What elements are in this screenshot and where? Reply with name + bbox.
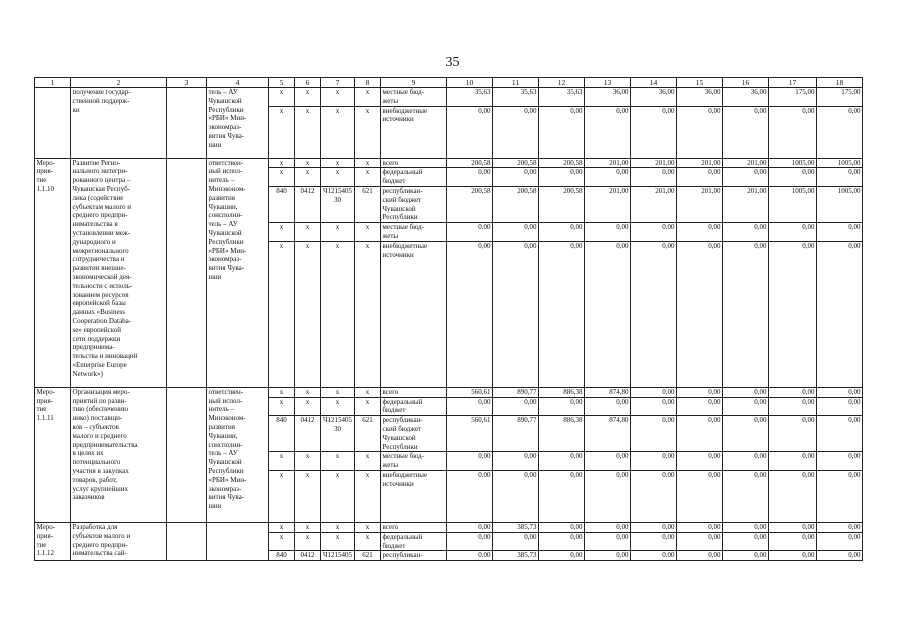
amount-cell: 0,00 — [677, 551, 723, 561]
section-code: x — [295, 168, 321, 187]
amount-cell: 0,00 — [539, 223, 585, 242]
amount-cell: 0,00 — [817, 522, 863, 532]
grbs-code: x — [269, 532, 295, 551]
column-number: 3 — [167, 78, 207, 88]
amount-cell: 0,00 — [585, 397, 631, 416]
amount-cell: 0,00 — [493, 452, 539, 471]
amount-cell: 0,00 — [493, 241, 539, 387]
amount-cell: 560,61 — [447, 416, 493, 452]
grbs-code: x — [269, 387, 295, 397]
amount-cell: 0,00 — [769, 387, 817, 397]
section-code: x — [295, 158, 321, 168]
amount-cell: 0,00 — [723, 532, 769, 551]
amount-cell: 201,00 — [631, 186, 677, 222]
amount-cell: 0,00 — [585, 241, 631, 387]
table-row — [35, 522, 863, 532]
amount-cell: 0,00 — [677, 168, 723, 187]
amount-cell: 200,58 — [493, 158, 539, 168]
amount-cell: 36,00 — [677, 88, 723, 107]
amount-cell: 0,00 — [539, 532, 585, 551]
expense-type-code: 621 — [355, 416, 381, 452]
amount-cell: 0,00 — [493, 168, 539, 187]
measure-code: Меро- прия- тие 1.1.11 — [35, 387, 71, 522]
amount-cell: 201,00 — [677, 186, 723, 222]
amount-cell: 0,00 — [677, 241, 723, 387]
target-article-code: x — [321, 522, 355, 532]
target-article-code: Ч1215405 30 — [321, 416, 355, 452]
column-number: 8 — [355, 78, 381, 88]
amount-cell: 0,00 — [631, 452, 677, 471]
funding-source: всего — [381, 158, 447, 168]
section-code: x — [295, 532, 321, 551]
expense-type-code: x — [355, 106, 381, 158]
funding-source: федеральный бюджет — [381, 168, 447, 187]
expense-type-code: x — [355, 470, 381, 522]
amount-cell: 0,00 — [769, 241, 817, 387]
table-row — [35, 88, 863, 107]
amount-cell: 890,77 — [493, 416, 539, 452]
table-row — [35, 158, 863, 168]
amount-cell: 36,00 — [723, 88, 769, 107]
amount-cell: 0,00 — [723, 397, 769, 416]
amount-cell: 0,00 — [677, 532, 723, 551]
grbs-code: 840 — [269, 416, 295, 452]
section-code: x — [295, 387, 321, 397]
amount-cell: 201,00 — [723, 186, 769, 222]
grbs-code: x — [269, 158, 295, 168]
amount-cell: 0,00 — [447, 522, 493, 532]
expense-type-code: x — [355, 168, 381, 187]
funding-source: внебюджетные источники — [381, 241, 447, 387]
expense-type-code: x — [355, 158, 381, 168]
column-number: 15 — [677, 78, 723, 88]
amount-cell: 0,00 — [677, 470, 723, 522]
amount-cell: 0,00 — [769, 416, 817, 452]
amount-cell: 0,00 — [447, 551, 493, 561]
section-code: x — [295, 452, 321, 471]
column-number: 18 — [817, 78, 863, 88]
amount-cell: 0,00 — [817, 397, 863, 416]
amount-cell: 890,77 — [493, 387, 539, 397]
section-code: x — [295, 223, 321, 242]
amount-cell: 0,00 — [447, 106, 493, 158]
grbs-code: 840 — [269, 551, 295, 561]
column-number: 14 — [631, 78, 677, 88]
amount-cell: 0,00 — [447, 470, 493, 522]
amount-cell: 0,00 — [447, 397, 493, 416]
status-cell — [167, 158, 207, 387]
column-number: 16 — [723, 78, 769, 88]
amount-cell: 0,00 — [585, 532, 631, 551]
amount-cell: 0,00 — [539, 168, 585, 187]
grbs-code: 840 — [269, 186, 295, 222]
amount-cell: 0,00 — [723, 241, 769, 387]
amount-cell: 0,00 — [585, 452, 631, 471]
amount-cell: 0,00 — [723, 452, 769, 471]
measure-name: получение государ- ственной поддерж- ки — [71, 88, 167, 159]
amount-cell: 0,00 — [817, 223, 863, 242]
target-article-code: Ч1215405 — [321, 551, 355, 561]
amount-cell: 0,00 — [723, 470, 769, 522]
amount-cell: 0,00 — [493, 223, 539, 242]
amount-cell: 0,00 — [677, 387, 723, 397]
funding-source: всего — [381, 522, 447, 532]
amount-cell: 0,00 — [817, 241, 863, 387]
amount-cell: 201,00 — [677, 158, 723, 168]
grbs-code: x — [269, 223, 295, 242]
amount-cell: 0,00 — [493, 470, 539, 522]
amount-cell: 0,00 — [585, 223, 631, 242]
amount-cell: 385,73 — [493, 522, 539, 532]
expense-type-code: 621 — [355, 186, 381, 222]
amount-cell: 0,00 — [677, 416, 723, 452]
funding-source: республикан- ский бюджет Чувашской Республики — [381, 186, 447, 222]
amount-cell: 0,00 — [817, 532, 863, 551]
column-number: 7 — [321, 78, 355, 88]
expense-type-code: x — [355, 532, 381, 551]
amount-cell: 201,00 — [585, 186, 631, 222]
amount-cell: 874,80 — [585, 416, 631, 452]
grbs-code: x — [269, 397, 295, 416]
expense-type-code: x — [355, 387, 381, 397]
grbs-code: x — [269, 522, 295, 532]
amount-cell: 0,00 — [677, 522, 723, 532]
amount-cell: 0,00 — [493, 397, 539, 416]
amount-cell: 0,00 — [677, 397, 723, 416]
expense-type-code: 621 — [355, 551, 381, 561]
amount-cell: 0,00 — [631, 397, 677, 416]
target-article-code: Ч1215405 30 — [321, 186, 355, 222]
amount-cell: 200,58 — [539, 186, 585, 222]
target-article-code: x — [321, 223, 355, 242]
amount-cell: 1005,00 — [769, 186, 817, 222]
section-code: x — [295, 522, 321, 532]
amount-cell: 560,61 — [447, 387, 493, 397]
column-number: 1 — [35, 78, 71, 88]
funding-source: федеральный бюджет — [381, 532, 447, 551]
grbs-code: x — [269, 168, 295, 187]
column-number: 11 — [493, 78, 539, 88]
amount-cell: 0,00 — [539, 241, 585, 387]
funding-source: республикан- ский бюджет Чувашской Республики — [381, 416, 447, 452]
expense-type-code: x — [355, 223, 381, 242]
amount-cell: 0,00 — [585, 522, 631, 532]
amount-cell: 200,58 — [447, 158, 493, 168]
measure-name: Развитие Регио- нального интегри- рованного центра – Чувашская Респуб- лика (содействие субъектам малого и среднего предпри- нимательства в установлении меж- дународного и межрегионального сотрудничества и развитии внешне- экономической дея- тельности с исполь- зованием ресурсов европейской базы данных «Business Cooperation Databa- se» европейской сети поддержки предпринима- тельства и инноваций «Enterprise Europe Network») — [71, 158, 167, 387]
amount-cell: 886,38 — [539, 416, 585, 452]
amount-cell: 0,00 — [631, 241, 677, 387]
section-code: x — [295, 241, 321, 387]
funding-source: местные бюд- жеты — [381, 223, 447, 242]
amount-cell: 0,00 — [539, 470, 585, 522]
amount-cell: 201,00 — [723, 158, 769, 168]
grbs-code: x — [269, 106, 295, 158]
amount-cell: 201,00 — [631, 158, 677, 168]
amount-cell: 0,00 — [723, 387, 769, 397]
amount-cell: 0,00 — [817, 551, 863, 561]
amount-cell: 200,58 — [447, 186, 493, 222]
amount-cell: 0,00 — [631, 532, 677, 551]
amount-cell: 0,00 — [631, 106, 677, 158]
amount-cell: 35,63 — [493, 88, 539, 107]
table-row — [35, 387, 863, 397]
measure-name: Организация меро- приятий по разви- тию (обеспечению инко) поставщи- ков – субъектов малого и среднего предпринимательства в целях их потенциального участия в закупках товаров, работ, услуг крупнейших заказчиков — [71, 387, 167, 522]
amount-cell: 0,00 — [539, 522, 585, 532]
target-article-code: x — [321, 532, 355, 551]
amount-cell: 0,00 — [447, 452, 493, 471]
amount-cell: 0,00 — [493, 532, 539, 551]
amount-cell: 0,00 — [817, 416, 863, 452]
amount-cell: 0,00 — [723, 106, 769, 158]
executor-cell: тель – АУ Чувашской Республики «РБИ» Мин- экономраз- вития Чува- шии — [207, 88, 269, 159]
section-code: x — [295, 106, 321, 158]
amount-cell: 1005,00 — [817, 158, 863, 168]
measure-code: Меро- прия- тие 1.1.12 — [35, 522, 71, 560]
target-article-code: x — [321, 168, 355, 187]
amount-cell: 0,00 — [723, 522, 769, 532]
column-number: 9 — [381, 78, 447, 88]
amount-cell: 0,00 — [447, 223, 493, 242]
target-article-code: x — [321, 470, 355, 522]
amount-cell: 0,00 — [817, 168, 863, 187]
grbs-code: x — [269, 470, 295, 522]
target-article-code: x — [321, 158, 355, 168]
executor-cell: ответствен- ный испол- нитель – Минэконом- развития Чувашии, соисполни- тель – АУ Чувашской Республики «РБИ» Мин- экономраз- вития Чува- шии — [207, 387, 269, 522]
amount-cell: 0,00 — [769, 452, 817, 471]
amount-cell: 0,00 — [447, 241, 493, 387]
amount-cell: 0,00 — [631, 551, 677, 561]
amount-cell: 175,00 — [817, 88, 863, 107]
target-article-code: x — [321, 452, 355, 471]
amount-cell: 1005,00 — [769, 158, 817, 168]
column-number: 4 — [207, 78, 269, 88]
amount-cell: 0,00 — [769, 522, 817, 532]
amount-cell: 0,00 — [631, 387, 677, 397]
amount-cell: 0,00 — [677, 452, 723, 471]
column-number: 13 — [585, 78, 631, 88]
amount-cell: 0,00 — [723, 223, 769, 242]
target-article-code: x — [321, 397, 355, 416]
amount-cell: 0,00 — [631, 416, 677, 452]
funding-source: местные бюд- жеты — [381, 452, 447, 471]
amount-cell: 385,73 — [493, 551, 539, 561]
measure-code: Меро- прия- тие 1.1.10 — [35, 158, 71, 387]
amount-cell: 0,00 — [493, 106, 539, 158]
amount-cell: 874,80 — [585, 387, 631, 397]
header-row — [35, 78, 863, 88]
amount-cell: 0,00 — [539, 551, 585, 561]
amount-cell: 0,00 — [585, 470, 631, 522]
amount-cell: 0,00 — [539, 106, 585, 158]
amount-cell: 0,00 — [769, 470, 817, 522]
grbs-code: x — [269, 241, 295, 387]
section-code: 0412 — [295, 551, 321, 561]
amount-cell: 0,00 — [585, 551, 631, 561]
amount-cell: 0,00 — [585, 168, 631, 187]
grbs-code: x — [269, 88, 295, 107]
target-article-code: x — [321, 106, 355, 158]
amount-cell: 0,00 — [817, 106, 863, 158]
funding-source: внебюджетные источники — [381, 470, 447, 522]
amount-cell: 36,00 — [585, 88, 631, 107]
funding-source: федеральный бюджет — [381, 397, 447, 416]
amount-cell: 0,00 — [817, 470, 863, 522]
amount-cell: 0,00 — [447, 168, 493, 187]
amount-cell: 0,00 — [447, 532, 493, 551]
status-cell — [167, 387, 207, 522]
column-number: 2 — [71, 78, 167, 88]
amount-cell: 0,00 — [769, 397, 817, 416]
amount-cell: 0,00 — [677, 223, 723, 242]
funding-source: местные бюд- жеты — [381, 88, 447, 107]
amount-cell: 35,63 — [539, 88, 585, 107]
status-cell — [167, 88, 207, 159]
expense-type-code: x — [355, 241, 381, 387]
target-article-code: x — [321, 88, 355, 107]
amount-cell: 0,00 — [539, 397, 585, 416]
amount-cell: 0,00 — [769, 168, 817, 187]
amount-cell: 0,00 — [769, 106, 817, 158]
section-code: x — [295, 397, 321, 416]
amount-cell: 0,00 — [677, 106, 723, 158]
amount-cell: 175,00 — [769, 88, 817, 107]
expense-type-code: x — [355, 88, 381, 107]
amount-cell: 200,58 — [539, 158, 585, 168]
amount-cell: 200,58 — [493, 186, 539, 222]
amount-cell: 0,00 — [631, 223, 677, 242]
amount-cell: 0,00 — [585, 106, 631, 158]
section-code: 0412 — [295, 186, 321, 222]
column-number: 6 — [295, 78, 321, 88]
funding-source: внебюджетные источники — [381, 106, 447, 158]
amount-cell: 1005,00 — [817, 186, 863, 222]
amount-cell: 36,00 — [631, 88, 677, 107]
target-article-code: x — [321, 241, 355, 387]
status-cell — [167, 522, 207, 560]
measure-name: Разработка для субъектов малого и среднего предпри- нимательства сай- — [71, 522, 167, 560]
budget-table — [34, 77, 863, 561]
page-number: 35 — [445, 55, 460, 70]
amount-cell: 886,38 — [539, 387, 585, 397]
executor-cell — [207, 522, 269, 560]
amount-cell: 0,00 — [769, 223, 817, 242]
amount-cell: 0,00 — [769, 551, 817, 561]
grbs-code: x — [269, 452, 295, 471]
column-number: 10 — [447, 78, 493, 88]
amount-cell: 0,00 — [631, 522, 677, 532]
amount-cell: 0,00 — [723, 551, 769, 561]
amount-cell: 0,00 — [817, 452, 863, 471]
column-number: 5 — [269, 78, 295, 88]
section-code: x — [295, 88, 321, 107]
amount-cell: 0,00 — [539, 452, 585, 471]
amount-cell: 0,00 — [631, 168, 677, 187]
section-code: 0412 — [295, 416, 321, 452]
expense-type-code: x — [355, 397, 381, 416]
amount-cell: 0,00 — [817, 387, 863, 397]
amount-cell: 35,63 — [447, 88, 493, 107]
expense-type-code: x — [355, 452, 381, 471]
funding-source: всего — [381, 387, 447, 397]
expense-type-code: x — [355, 522, 381, 532]
amount-cell: 0,00 — [769, 532, 817, 551]
amount-cell: 0,00 — [631, 470, 677, 522]
amount-cell: 0,00 — [723, 416, 769, 452]
amount-cell: 201,00 — [585, 158, 631, 168]
section-code: x — [295, 470, 321, 522]
amount-cell: 0,00 — [723, 168, 769, 187]
column-number: 17 — [769, 78, 817, 88]
funding-source: республикан- — [381, 551, 447, 561]
column-number: 12 — [539, 78, 585, 88]
executor-cell: ответствен- ный испол- нитель – Минэконом- развития Чувашии, соисполни- тель – АУ Чувашской Республики «РБИ» Мин- экономраз- вития Чува- шии — [207, 158, 269, 387]
target-article-code: x — [321, 387, 355, 397]
measure-code — [35, 88, 71, 159]
